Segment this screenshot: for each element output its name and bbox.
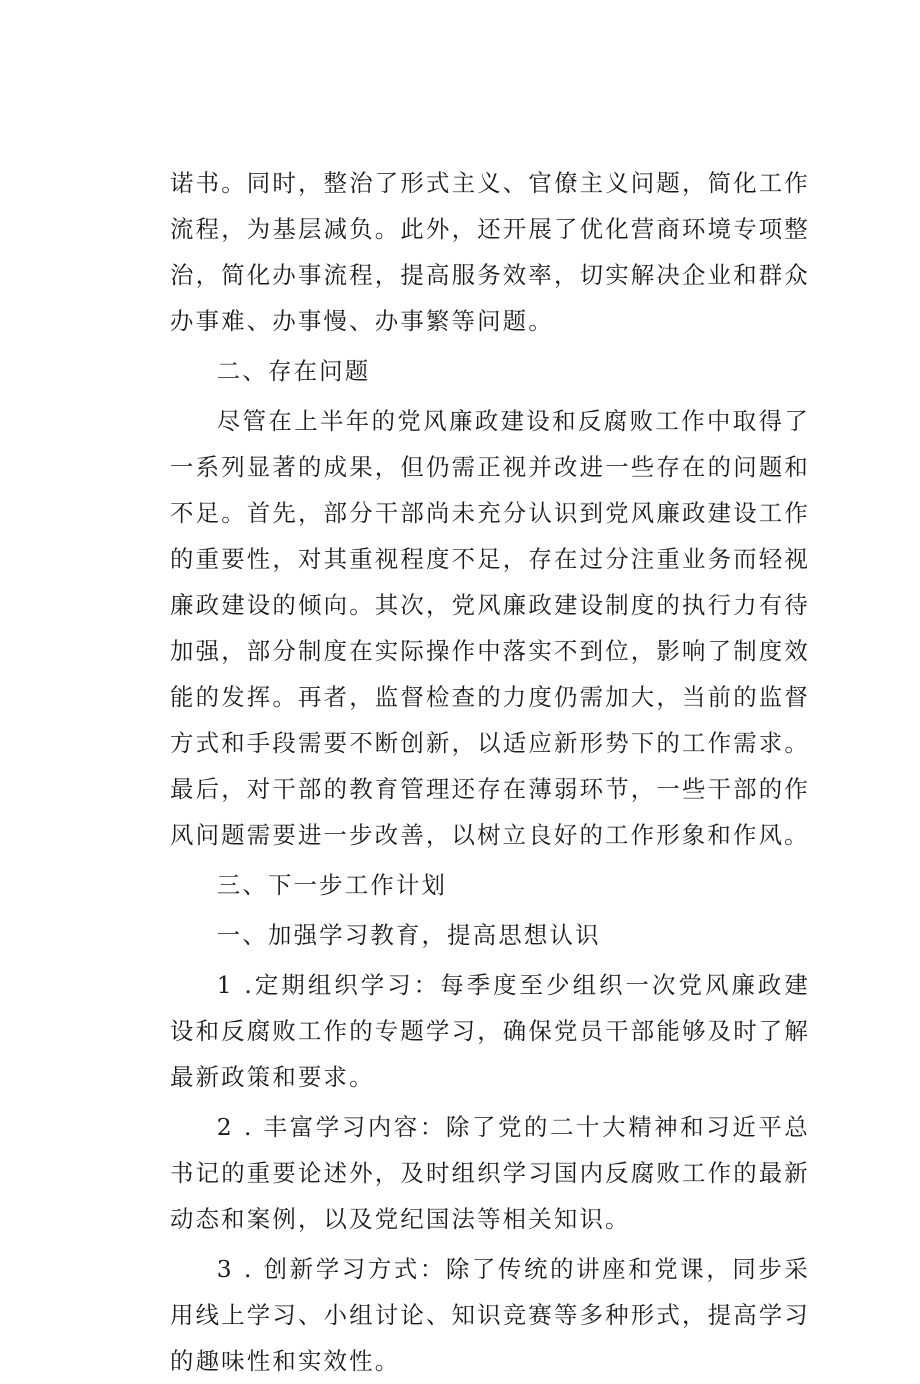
section-heading-next-steps: 三、下一步工作计划 (216, 871, 448, 899)
body-paragraph-continuation: 诺书。同时，整治了形式主义、官僚主义问题，简化工作流程，为基层减负。此外，还开展了优化营商环境专项整治，简化办事流程，提高服务效率，切实解决企业和群众办事难、办事慢、办事繁等问题。 (170, 169, 810, 335)
document-body (170, 160, 810, 1384)
list-item-3: 3 . 创新学习方式：除了传统的讲座和党课，同步采用线上学习、小组讨论、知识竞赛等多种形式，提高学习的趣味性和实效性。 (170, 1255, 810, 1375)
body-paragraph-problems: 尽管在上半年的党风廉政建设和反腐败工作中取得了一系列显著的成果，但仍需正视并改进一些存在的问题和不足。首先，部分干部尚未充分认识到党风廉政建设工作的重要性，对其重视程度不足，存在过分注重业务而轻视廉政建设的倾向。其次，党风廉政建设制度的执行力有待加强，部分制度在实际操作中落实不到位，影响了制度效能的发挥。再者，监督检查的力度仍需加大，当前的监督方式和手段需要不断创新，以适应新形势下的工作需求。最后，对干部的教育管理还存在薄弱环节，一些干部的作风问题需要进一步改善，以树立良好的工作形象和作风。 (170, 407, 810, 849)
subsection-heading-study: 一、加强学习教育，提高思想认识 (216, 921, 601, 949)
list-item-2: 2 . 丰富学习内容：除了党的二十大精神和习近平总书记的重要论述外，及时组织学习国内反腐败工作的最新动态和案例，以及党纪国法等相关知识。 (170, 1113, 810, 1233)
section-heading-problems: 二、存在问题 (216, 357, 371, 385)
list-item-1: 1 .定期组织学习：每季度至少组织一次党风廉政建设和反腐败工作的专题学习，确保党员干部能够及时了解最新政策和要求。 (170, 971, 810, 1091)
